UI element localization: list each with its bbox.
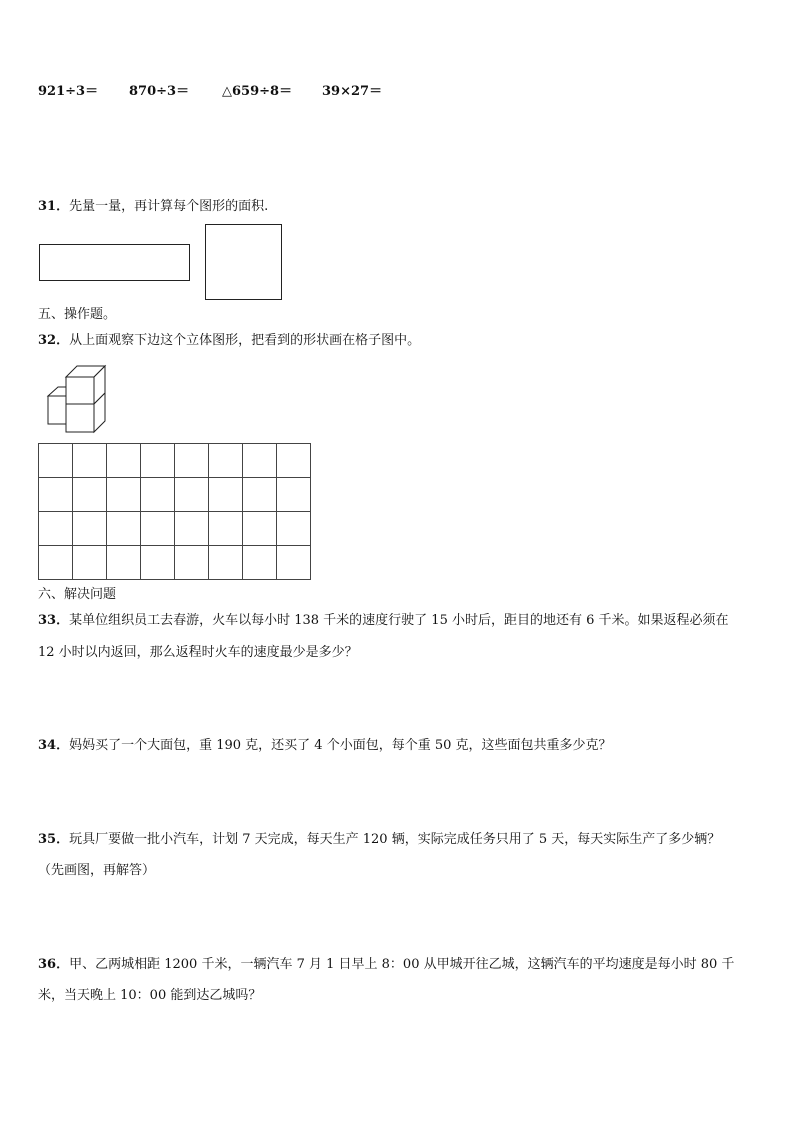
question-number: 36． bbox=[38, 957, 70, 972]
question-text: 甲、乙两城相距 1200 千米，一辆汽车 7 月 1 日早上 8：00 从甲城开往乙城，这辆汽车的平均速度是每小时 80 千 bbox=[69, 957, 735, 972]
question-number: 32． bbox=[38, 333, 70, 348]
answer-grid bbox=[38, 443, 311, 580]
question-34 bbox=[38, 738, 612, 754]
question-text: 妈妈买了一个大面包，重 190 克，还买了 4 个小面包，每个重 50 克，这些面包共重多少克？ bbox=[69, 738, 612, 753]
question-number: 33． bbox=[38, 613, 70, 628]
question-36-line-1 bbox=[38, 957, 734, 973]
calc-item-4: 39×27＝ bbox=[322, 84, 383, 99]
question-number: 35． bbox=[38, 832, 70, 847]
question-number: 34． bbox=[38, 738, 70, 753]
question-31 bbox=[38, 199, 268, 215]
rectangle-figure bbox=[39, 244, 190, 281]
question-text: 从上面观察下边这个立体图形，把看到的形状画在格子图中。 bbox=[69, 333, 421, 348]
calc-item-3: △659÷8＝ bbox=[222, 84, 293, 99]
question-33-line-1 bbox=[38, 613, 729, 629]
question-text: 玩具厂要做一批小汽车，计划 7 天完成，每天生产 120 辆，实际完成任务只用了 5 天，每天实际生产了多少辆？ bbox=[69, 832, 721, 847]
cube-solid-figure bbox=[44, 360, 124, 436]
question-36-line-2: 米，当天晚上 10：00 能到达乙城吗？ bbox=[38, 988, 262, 1003]
question-number: 31． bbox=[38, 199, 70, 214]
calc-item-1: 921÷3＝ bbox=[38, 84, 99, 99]
section-heading-5: 五、操作题。 bbox=[38, 307, 117, 322]
question-text: 某单位组织员工去春游，火车以每小时 138 千米的速度行驶了 15 小时后，距目的地还有 6 千米。如果返程必须在 bbox=[69, 613, 729, 628]
question-32 bbox=[38, 333, 420, 349]
question-text: 先量一量，再计算每个图形的面积. bbox=[69, 199, 269, 214]
question-33-line-2: 12 小时以内返回，那么返程时火车的速度最少是多少？ bbox=[38, 645, 358, 660]
question-35-line-2: （先画图，再解答） bbox=[38, 863, 156, 878]
question-35-line-1 bbox=[38, 832, 720, 848]
square-figure bbox=[205, 224, 282, 300]
section-heading-6: 六、解决问题 bbox=[38, 587, 117, 602]
calc-item-2: 870÷3＝ bbox=[129, 84, 190, 99]
